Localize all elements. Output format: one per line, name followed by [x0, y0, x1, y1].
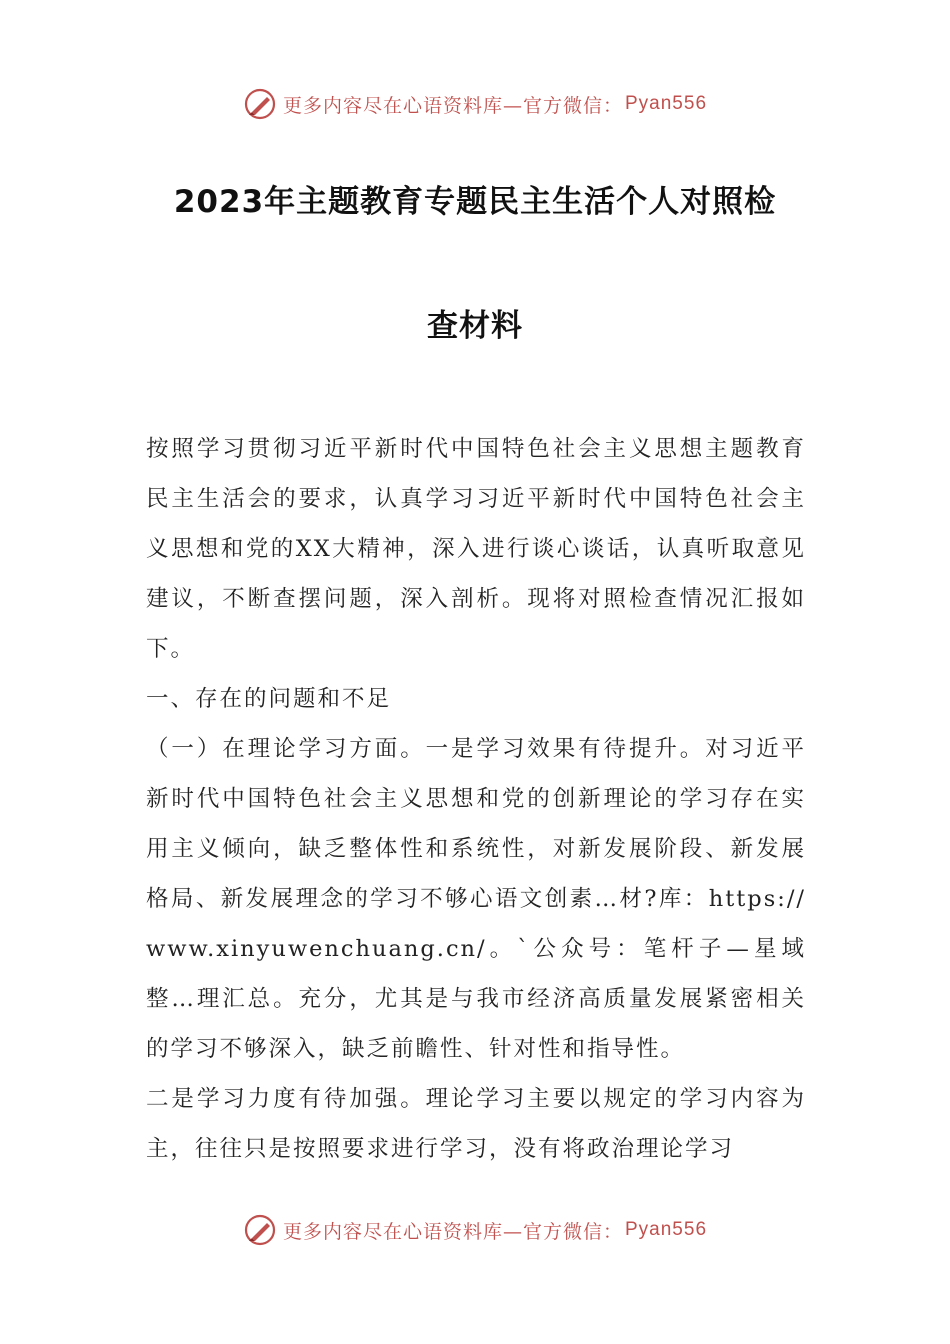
section-heading: 一、存在的问题和不足 [146, 686, 392, 712]
pen-logo-icon [243, 1213, 277, 1247]
header-banner [0, 84, 950, 124]
pen-logo-icon [243, 87, 277, 121]
header-banner-wechat: Pyan556 [625, 93, 708, 114]
footer-banner-wechat: Pyan556 [625, 1219, 708, 1240]
header-banner-text: 更多内容尽在心语资料库—官方微信： [282, 94, 623, 117]
document-title-line-1: 2023年主题教育专题民主生活个人对照检 [173, 184, 777, 220]
footer-banner-text: 更多内容尽在心语资料库—官方微信： [282, 1220, 623, 1243]
paragraph-theory-study: （一）在理论学习方面。一是学习效果有待提升。对习近平新时代中国特色社会主义思想和党的创新理论的学习存在实用主义倾向，缺乏整体性和系统性，对新发展阶段、新发展格局、新发展理念的学习不够心语文创素…材?库：https://www.xinyuwenchuang.cn/。`公众号：笔杆子—星域整…理汇总。充分，尤其是与我市经济高质量发展紧密相关的学习不够深入，缺乏前瞻性、针对性和指导性。 [146, 736, 806, 1062]
paragraph-intro: 按照学习贯彻习近平新时代中国特色社会主义思想主题教育民主生活会的要求，认真学习习近平新时代中国特色社会主义思想和党的XX大精神，深入进行谈心谈话，认真听取意见建议，不断查摆问题，深入剖析。现将对照检查情况汇报如下。 [146, 436, 806, 662]
footer-banner [0, 1210, 950, 1250]
paragraph-study-intensity: 二是学习力度有待加强。理论学习主要以规定的学习内容为主，往往只是按照要求进行学习，没有将政治理论学习 [146, 1086, 806, 1162]
document-title-line-2: 查材料 [427, 308, 523, 344]
document-body [146, 424, 806, 1174]
